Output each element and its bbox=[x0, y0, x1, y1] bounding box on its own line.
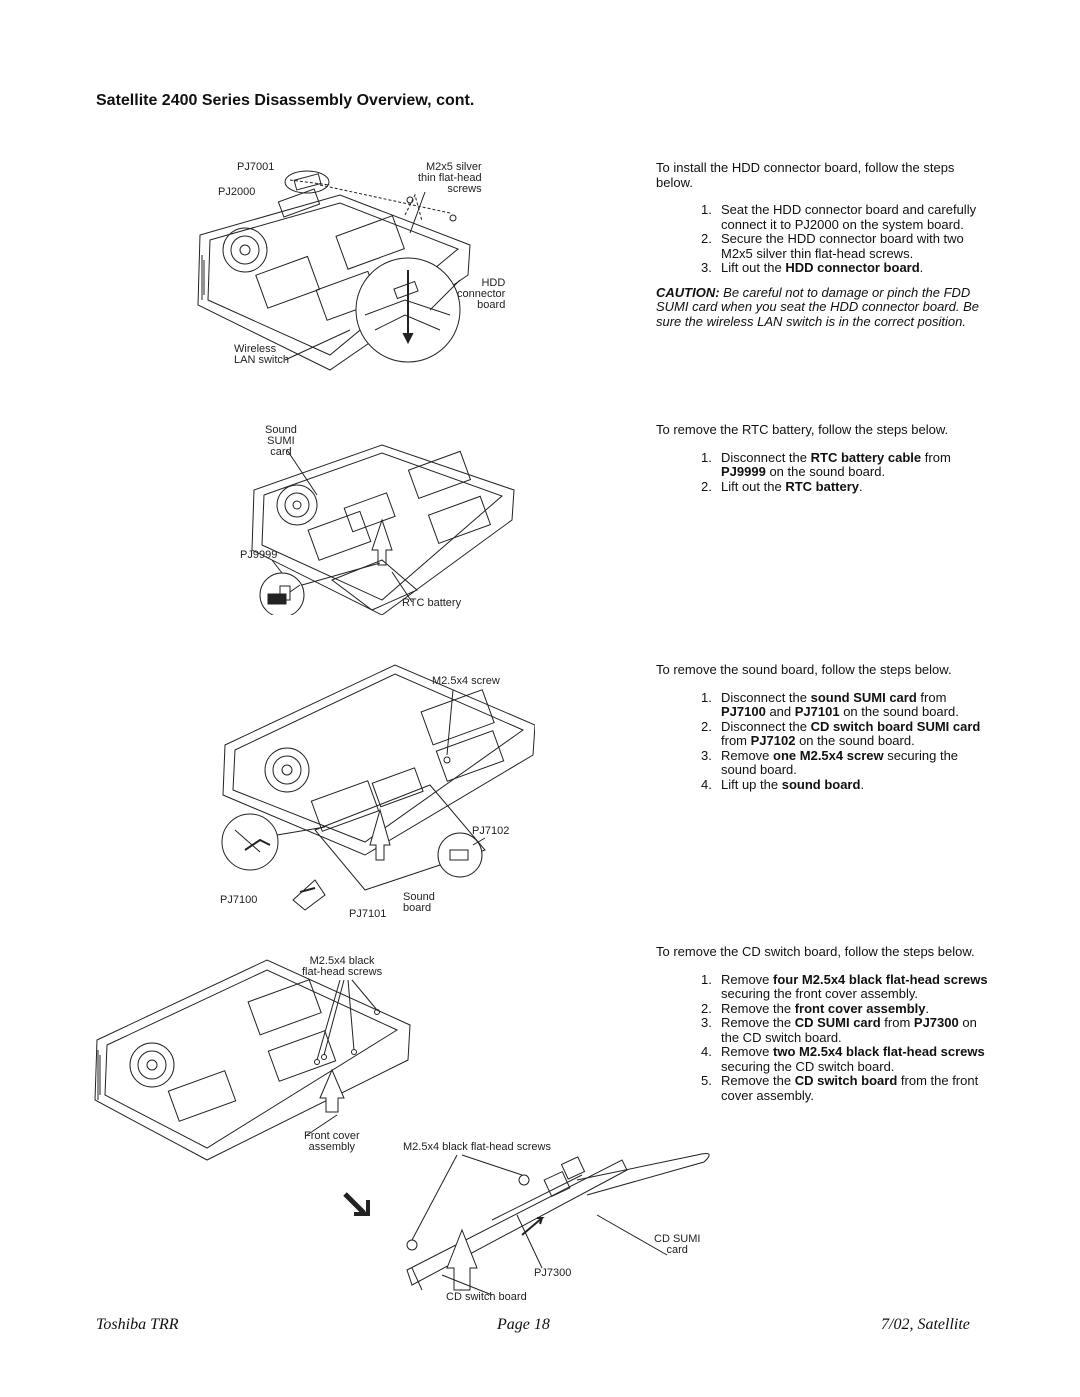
step-text: from bbox=[916, 689, 947, 705]
label-sound-board: Sound board bbox=[403, 891, 435, 914]
label-pj2000: PJ2000 bbox=[218, 186, 256, 198]
step-text: . bbox=[919, 260, 924, 275]
label-m2-5x4-screw: M2.5x4 screw bbox=[432, 675, 500, 687]
step-emphasis: RTC battery bbox=[785, 478, 860, 494]
step-text: on the sound board. bbox=[839, 704, 959, 719]
step-item bbox=[656, 480, 988, 495]
label-pj9999: PJ9999 bbox=[240, 549, 278, 561]
step-text: from bbox=[880, 1015, 914, 1030]
section-rtc-battery bbox=[656, 423, 988, 494]
step-text: from bbox=[921, 449, 951, 465]
section-sound-board bbox=[656, 663, 988, 792]
label-hdd-connector-board: HDD connector board bbox=[457, 277, 506, 311]
label-m2x5-screws: M2x5 silver thin flat-head screws bbox=[418, 161, 482, 195]
cd-switch-board-illustration bbox=[92, 950, 732, 1308]
page-title: Satellite 2400 Series Disassembly Overview, cont. bbox=[96, 92, 475, 109]
step-text: . bbox=[860, 776, 865, 792]
step-number: 4. bbox=[701, 1044, 712, 1059]
step-text: on the CD switch board. bbox=[721, 1015, 977, 1045]
section-cd-switch-board bbox=[656, 945, 988, 1103]
step-number: 1. bbox=[701, 689, 712, 705]
step-text: Lift out the bbox=[721, 478, 786, 494]
step-text: Disconnect the bbox=[721, 718, 811, 734]
step-item bbox=[656, 691, 988, 720]
step-number: 3. bbox=[701, 260, 712, 275]
steps-list bbox=[656, 203, 988, 276]
label-rtc-battery: RTC battery bbox=[402, 597, 462, 609]
step-text: on the sound board. bbox=[765, 464, 886, 479]
step-text: and bbox=[765, 704, 795, 719]
step-emphasis: PJ7102 bbox=[750, 733, 796, 748]
step-item bbox=[656, 749, 988, 778]
step-emphasis: PJ9999 bbox=[721, 464, 766, 479]
label-front-cover-assembly: Front cover assembly bbox=[304, 1130, 360, 1153]
caution-note: CAUTION: Be careful not to damage or pinch the FDD SUMI card when you seat the HDD connector board. Be sure the wireless LAN switch is in the correct position. bbox=[656, 284, 979, 329]
step-text: Remove bbox=[721, 971, 774, 987]
step-item bbox=[656, 778, 988, 793]
step-item bbox=[656, 1016, 988, 1045]
step-emphasis: CD switch board SUMI card bbox=[810, 718, 981, 734]
step-text: Remove the bbox=[721, 1000, 795, 1016]
step-number: 1. bbox=[701, 202, 712, 217]
footer-right: 7/02, Satellite bbox=[881, 1316, 970, 1333]
step-item bbox=[656, 1002, 988, 1017]
step-item bbox=[656, 1074, 988, 1103]
step-emphasis: PJ7300 bbox=[913, 1015, 959, 1030]
sound-board-illustration bbox=[215, 660, 535, 925]
step-number: 3. bbox=[701, 747, 712, 763]
figure-sound-board bbox=[215, 660, 535, 925]
step-text: on the sound board. bbox=[795, 733, 915, 748]
label-pj7102: PJ7102 bbox=[472, 825, 510, 837]
step-number: 2. bbox=[701, 718, 712, 734]
step-item bbox=[656, 261, 988, 276]
label-sound-sumi-card: Sound SUMI card bbox=[265, 424, 297, 458]
step-text: Disconnect the bbox=[721, 449, 811, 465]
footer-page-number: Page 18 bbox=[497, 1316, 550, 1333]
step-text: Remove bbox=[721, 747, 774, 763]
step-emphasis: four M2.5x4 black flat-head screws bbox=[773, 971, 988, 987]
label-cd-switch-board: CD switch board bbox=[446, 1291, 527, 1303]
step-text: Lift out the bbox=[721, 260, 786, 275]
section-intro: To remove the sound board, follow the steps below. bbox=[656, 662, 952, 677]
step-number: 1. bbox=[701, 971, 712, 987]
label-cd-sumi-card: CD SUMI card bbox=[654, 1233, 701, 1256]
label-pj7001: PJ7001 bbox=[237, 161, 275, 173]
step-text: from bbox=[721, 733, 751, 748]
step-text: . bbox=[859, 478, 863, 494]
figure-hdd-connector bbox=[190, 155, 530, 385]
steps-list bbox=[656, 451, 988, 495]
label-m2-5x4-black-flat-head-screws: M2.5x4 black flat-head screws bbox=[403, 1141, 551, 1153]
step-item bbox=[656, 203, 988, 232]
label-m2-5x4-black-screws: M2.5x4 black flat-head screws bbox=[302, 955, 383, 978]
step-text: Lift up the bbox=[721, 776, 782, 792]
label-pj7101: PJ7101 bbox=[349, 908, 387, 920]
step-emphasis: two M2.5x4 black flat-head screws bbox=[773, 1044, 985, 1059]
step-item bbox=[656, 973, 988, 1002]
section-intro: To install the HDD connector board, follow the steps below. bbox=[656, 160, 955, 190]
section-intro: To remove the CD switch board, follow the steps below. bbox=[656, 944, 975, 959]
section-intro: To remove the RTC battery, follow the steps below. bbox=[656, 422, 949, 437]
step-emphasis: CD SUMI card bbox=[794, 1015, 881, 1030]
step-emphasis: PJ7101 bbox=[794, 704, 840, 719]
figure-rtc-battery bbox=[232, 420, 532, 615]
step-emphasis: RTC battery cable bbox=[810, 449, 922, 465]
label-wireless-lan-switch: Wireless LAN switch bbox=[234, 343, 290, 366]
step-text: Remove the bbox=[721, 1015, 795, 1030]
step-text: Disconnect the bbox=[721, 689, 811, 705]
step-item bbox=[656, 720, 988, 749]
step-number: 2. bbox=[701, 231, 712, 246]
step-text: Seat the HDD connector board and carefully connect it to PJ2000 on the system board. bbox=[721, 202, 977, 232]
step-text: securing the sound board. bbox=[721, 747, 959, 777]
step-emphasis: CD switch board bbox=[794, 1073, 898, 1088]
step-item bbox=[656, 451, 988, 480]
step-text: Remove bbox=[721, 1044, 774, 1059]
steps-list bbox=[656, 973, 988, 1104]
step-emphasis: sound SUMI card bbox=[810, 689, 917, 705]
footer-left: Toshiba TRR bbox=[96, 1316, 179, 1333]
section-hdd-connector bbox=[656, 161, 988, 329]
label-pj7100: PJ7100 bbox=[220, 894, 258, 906]
step-number: 2. bbox=[701, 1000, 712, 1016]
step-number: 3. bbox=[701, 1015, 712, 1030]
step-emphasis: one M2.5x4 screw bbox=[773, 747, 884, 763]
step-text: Secure the HDD connector board with two M2x5 silver thin flat-head screws. bbox=[721, 231, 964, 261]
step-emphasis: sound board bbox=[781, 776, 861, 792]
step-number: 1. bbox=[701, 449, 712, 465]
step-item bbox=[656, 1045, 988, 1074]
step-text: . bbox=[925, 1000, 930, 1016]
step-emphasis: PJ7100 bbox=[721, 704, 766, 719]
label-pj7300: PJ7300 bbox=[534, 1267, 572, 1279]
figure-cd-switch-board bbox=[92, 950, 732, 1308]
step-item bbox=[656, 232, 988, 261]
steps-list bbox=[656, 691, 988, 793]
step-text: from the front cover assembly. bbox=[721, 1073, 979, 1103]
step-text: securing the CD switch board. bbox=[721, 1058, 895, 1074]
step-text: securing the front cover assembly. bbox=[721, 986, 919, 1001]
step-emphasis: HDD connector board bbox=[785, 260, 920, 275]
step-number: 2. bbox=[701, 478, 712, 494]
step-emphasis: front cover assembly bbox=[794, 1000, 926, 1016]
step-number: 4. bbox=[701, 776, 712, 792]
step-text: Remove the bbox=[721, 1073, 795, 1088]
step-number: 5. bbox=[701, 1073, 712, 1088]
